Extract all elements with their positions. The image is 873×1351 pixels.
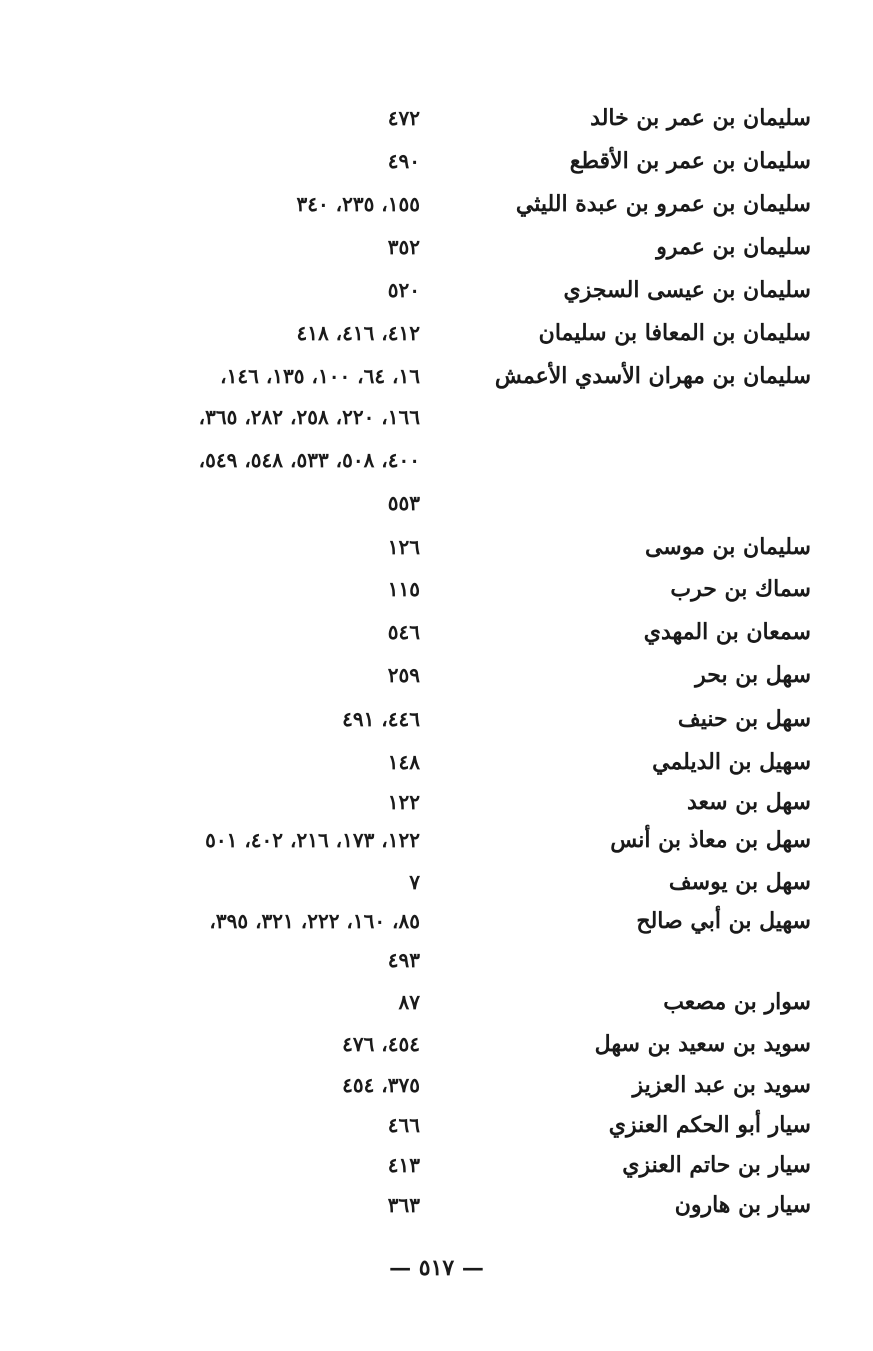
entry-pages: ١٤٨ xyxy=(387,750,420,774)
entry-pages: ١٢٢، ١٧٣، ٢١٦، ٤٠٢، ٥٠١ xyxy=(205,828,420,852)
index-entry xyxy=(0,569,873,609)
entry-name: سويد بن عبد العزيز xyxy=(632,1072,811,1098)
entry-pages: ٨٥، ١٦٠، ٢٢٢، ٣٢١، ٣٩٥، xyxy=(209,909,420,933)
entry-pages: ٤٤٦، ٤٩١ xyxy=(342,707,420,731)
entry-name: سليمان بن عمرو xyxy=(656,234,811,260)
entry-pages: ١٦٦، ٢٢٠، ٢٥٨، ٢٨٢، ٣٦٥، xyxy=(198,405,420,429)
entry-name: سهل بن سعد xyxy=(686,789,811,815)
index-entry xyxy=(0,699,873,739)
entry-name: سليمان بن عمر بن الأقطع xyxy=(569,148,811,174)
page-number: — ٥١٧ — xyxy=(389,1255,484,1281)
entry-name: سيار أبو الحكم العنزي xyxy=(608,1112,811,1138)
index-entry xyxy=(0,901,873,941)
entry-name: سيار بن حاتم العنزي xyxy=(622,1152,811,1178)
index-entry xyxy=(0,1185,873,1225)
index-entry xyxy=(0,742,873,782)
index-entry xyxy=(0,1024,873,1064)
index-entry-continuation xyxy=(0,397,873,437)
entry-name: سوار بن مصعب xyxy=(663,989,811,1015)
entry-pages: ٧ xyxy=(409,870,420,894)
entry-name: سهل بن يوسف xyxy=(668,869,811,895)
index-entry-continuation xyxy=(0,483,873,523)
index-entry xyxy=(0,982,873,1022)
entry-name: سليمان بن موسى xyxy=(644,534,811,560)
entry-pages: ٨٧ xyxy=(398,990,420,1014)
index-entry xyxy=(0,1105,873,1145)
index-entry xyxy=(0,356,873,396)
entry-pages: ٤٠٠، ٥٠٨، ٥٣٣، ٥٤٨، ٥٤٩، xyxy=(198,448,420,472)
entry-name: سهل بن معاذ بن أنس xyxy=(610,827,811,853)
entry-pages: ٤٦٦ xyxy=(387,1113,420,1137)
entry-pages: ٤١٢، ٤١٦، ٤١٨ xyxy=(296,321,420,345)
entry-name: سهل بن بحر xyxy=(695,662,811,688)
entry-pages: ١١٥ xyxy=(387,577,420,601)
entry-name: سهيل بن الديلمي xyxy=(652,749,811,775)
index-entry xyxy=(0,184,873,224)
entry-pages: ١٢٢ xyxy=(387,790,420,814)
index-entry xyxy=(0,141,873,181)
entry-pages: ٣٦٣ xyxy=(387,1193,420,1217)
entry-pages: ١٢٦ xyxy=(387,535,420,559)
entry-pages: ٣٥٢ xyxy=(387,235,420,259)
index-entry xyxy=(0,527,873,567)
index-entry xyxy=(0,270,873,310)
entry-name: سليمان بن عيسى السجزي xyxy=(563,277,811,303)
entry-pages: ٤٩٣ xyxy=(387,948,420,972)
entry-pages: ٥٥٣ xyxy=(387,491,420,515)
index-entry xyxy=(0,227,873,267)
index-entry-continuation xyxy=(0,440,873,480)
entry-pages: ٥٤٦ xyxy=(387,620,420,644)
entry-pages: ٤٧٢ xyxy=(387,106,420,130)
entry-pages: ٢٥٩ xyxy=(387,663,420,687)
index-entry xyxy=(0,655,873,695)
entry-name: سليمان بن عمرو بن عبدة الليثي xyxy=(515,191,811,217)
entry-name: سهل بن حنيف xyxy=(677,706,811,732)
entry-name: سيار بن هارون xyxy=(674,1192,811,1218)
index-entry xyxy=(0,98,873,138)
entry-pages: ٣٧٥، ٤٥٤ xyxy=(342,1073,420,1097)
entry-name: سماك بن حرب xyxy=(670,576,811,602)
entry-name: سمعان بن المهدي xyxy=(643,619,811,645)
index-entry xyxy=(0,820,873,860)
index-entry xyxy=(0,1145,873,1185)
entry-pages: ١٦، ٦٤، ١٠٠، ١٣٥، ١٤٦، xyxy=(220,364,420,388)
index-entry xyxy=(0,313,873,353)
entry-name: سليمان بن عمر بن خالد xyxy=(590,105,811,131)
entry-name: سويد بن سعيد بن سهل xyxy=(594,1031,811,1057)
index-entry-continuation xyxy=(0,940,873,980)
entry-pages: ٤٩٠ xyxy=(387,149,420,173)
index-entry xyxy=(0,612,873,652)
entry-pages: ٤٥٤، ٤٧٦ xyxy=(342,1032,420,1056)
entry-pages: ٤١٣ xyxy=(387,1153,420,1177)
entry-pages: ٥٢٠ xyxy=(387,278,420,302)
index-entry xyxy=(0,782,873,822)
index-entry xyxy=(0,1065,873,1105)
entry-name: سليمان بن مهران الأسدي الأعمش xyxy=(494,363,811,389)
entry-name: سهيل بن أبي صالح xyxy=(636,908,811,934)
entry-pages: ١٥٥، ٢٣٥، ٣٤٠ xyxy=(296,192,420,216)
index-entry xyxy=(0,862,873,902)
entry-name: سليمان بن المعافا بن سليمان xyxy=(538,320,811,346)
